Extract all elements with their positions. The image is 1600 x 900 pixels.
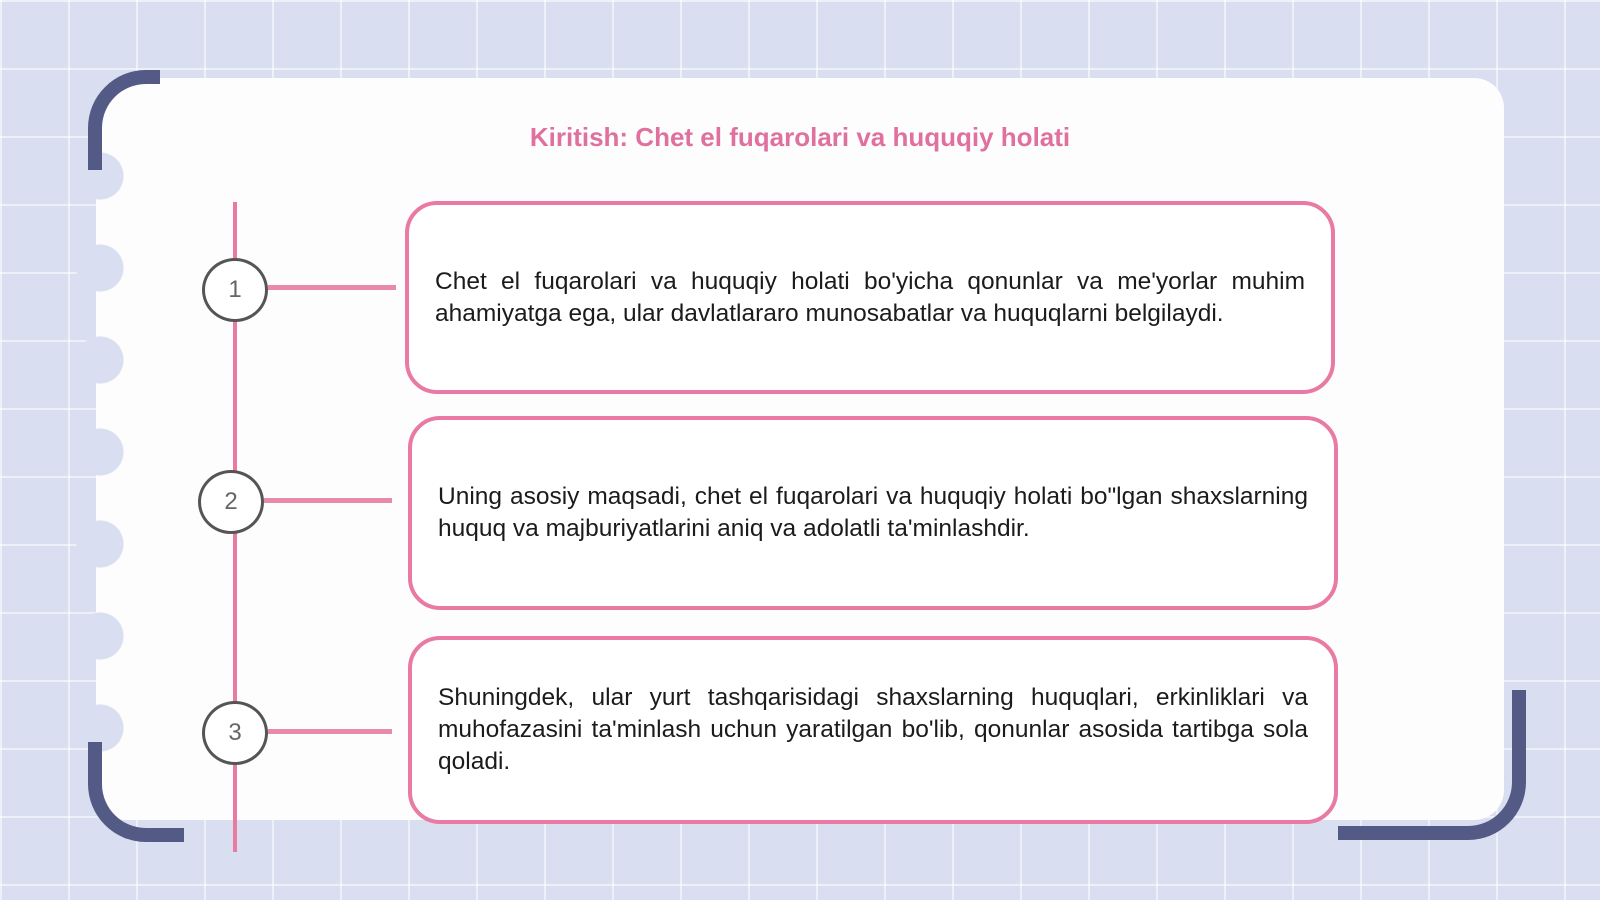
timeline-card-1 [405,201,1335,394]
corner-bracket-bottom-left [88,742,184,842]
paper-torn-edge [70,130,130,770]
timeline-step-number-2: 2 [198,470,264,534]
timeline-card-text-2: Uning asosiy maqsadi, chet el fuqarolari va huquqiy holati bo"lgan shaxslarning huquq va majburiyatlarini aniq va adolatli ta'minlashdir. [438,483,1308,542]
timeline-connector-3 [268,729,392,734]
corner-bracket-top-left [88,70,160,170]
timeline-step-number-1: 1 [202,258,268,322]
slide-title: Kiritish: Chet el fuqarolari va huquqiy holati [529,122,1071,152]
timeline-step-number-3: 3 [202,701,268,765]
timeline-connector-2 [264,498,392,503]
timeline-card-text-3: Shuningdek, ular yurt tashqarisidagi shaxslarning huquqlari, erkinliklari va muhofazasini ta'minlash uchun yaratilgan bo'lib, qonunlar asosida tartibga sola qoladi. [438,684,1308,775]
timeline-connector-1 [268,285,396,290]
timeline-card-2 [408,416,1338,610]
timeline-card-text-1: Chet el fuqarolari va huquqiy holati bo'yicha qonunlar va me'yorlar muhim ahamiyatga ega, ular davlatlararo munosabatlar va huquqlarni belgilaydi. [435,267,1305,327]
corner-bracket-bottom-right [1338,690,1526,840]
timeline-card-3 [408,636,1338,824]
